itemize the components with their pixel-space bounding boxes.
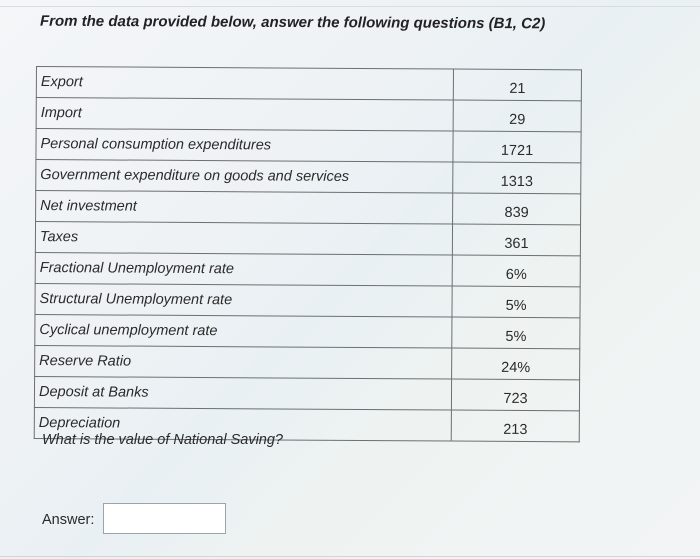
row-value: 839 bbox=[453, 193, 581, 225]
row-label: Fractional Unemployment rate bbox=[35, 252, 452, 286]
table-row bbox=[36, 67, 581, 101]
table-row bbox=[36, 191, 581, 225]
table-row bbox=[35, 345, 580, 379]
row-label: Cyclical unemployment rate bbox=[35, 314, 452, 348]
instruction-text: From the data provided below, answer the following questions (B1, C2) bbox=[39, 12, 546, 33]
answer-input[interactable] bbox=[103, 503, 226, 534]
row-label: Structural Unemployment rate bbox=[35, 283, 452, 317]
question-text: What is the value of National Saving? bbox=[42, 432, 283, 448]
row-value: 5% bbox=[452, 286, 580, 318]
table-row bbox=[35, 283, 580, 317]
row-label: Taxes bbox=[35, 222, 452, 256]
table-row bbox=[36, 160, 581, 194]
row-value: 5% bbox=[452, 317, 580, 349]
bottom-divider bbox=[0, 556, 700, 557]
row-value: 1313 bbox=[453, 162, 581, 194]
table-row bbox=[34, 376, 579, 410]
data-table bbox=[34, 66, 582, 442]
row-value: 1721 bbox=[453, 131, 581, 163]
table-row bbox=[35, 252, 580, 286]
table-row bbox=[35, 314, 580, 348]
answer-label: Answer: bbox=[42, 512, 95, 528]
table-row bbox=[35, 222, 580, 256]
top-divider bbox=[0, 6, 700, 7]
row-label: Deposit at Banks bbox=[34, 376, 451, 410]
table-row bbox=[36, 98, 581, 132]
row-label: Reserve Ratio bbox=[35, 345, 452, 379]
row-value: 24% bbox=[452, 348, 580, 380]
row-label: Import bbox=[36, 98, 453, 132]
row-value: 361 bbox=[452, 224, 580, 256]
row-label: Personal consumption expenditures bbox=[36, 129, 453, 163]
row-value: 213 bbox=[451, 410, 579, 442]
row-label: Government expenditure on goods and services bbox=[36, 160, 453, 194]
row-value: 723 bbox=[451, 379, 579, 411]
row-value: 6% bbox=[452, 255, 580, 287]
row-value: 21 bbox=[453, 69, 581, 101]
row-value: 29 bbox=[453, 100, 581, 132]
table-row bbox=[36, 129, 581, 163]
row-label: Net investment bbox=[36, 191, 453, 225]
row-label: Depreciation bbox=[34, 407, 451, 441]
row-label: Export bbox=[36, 67, 453, 101]
